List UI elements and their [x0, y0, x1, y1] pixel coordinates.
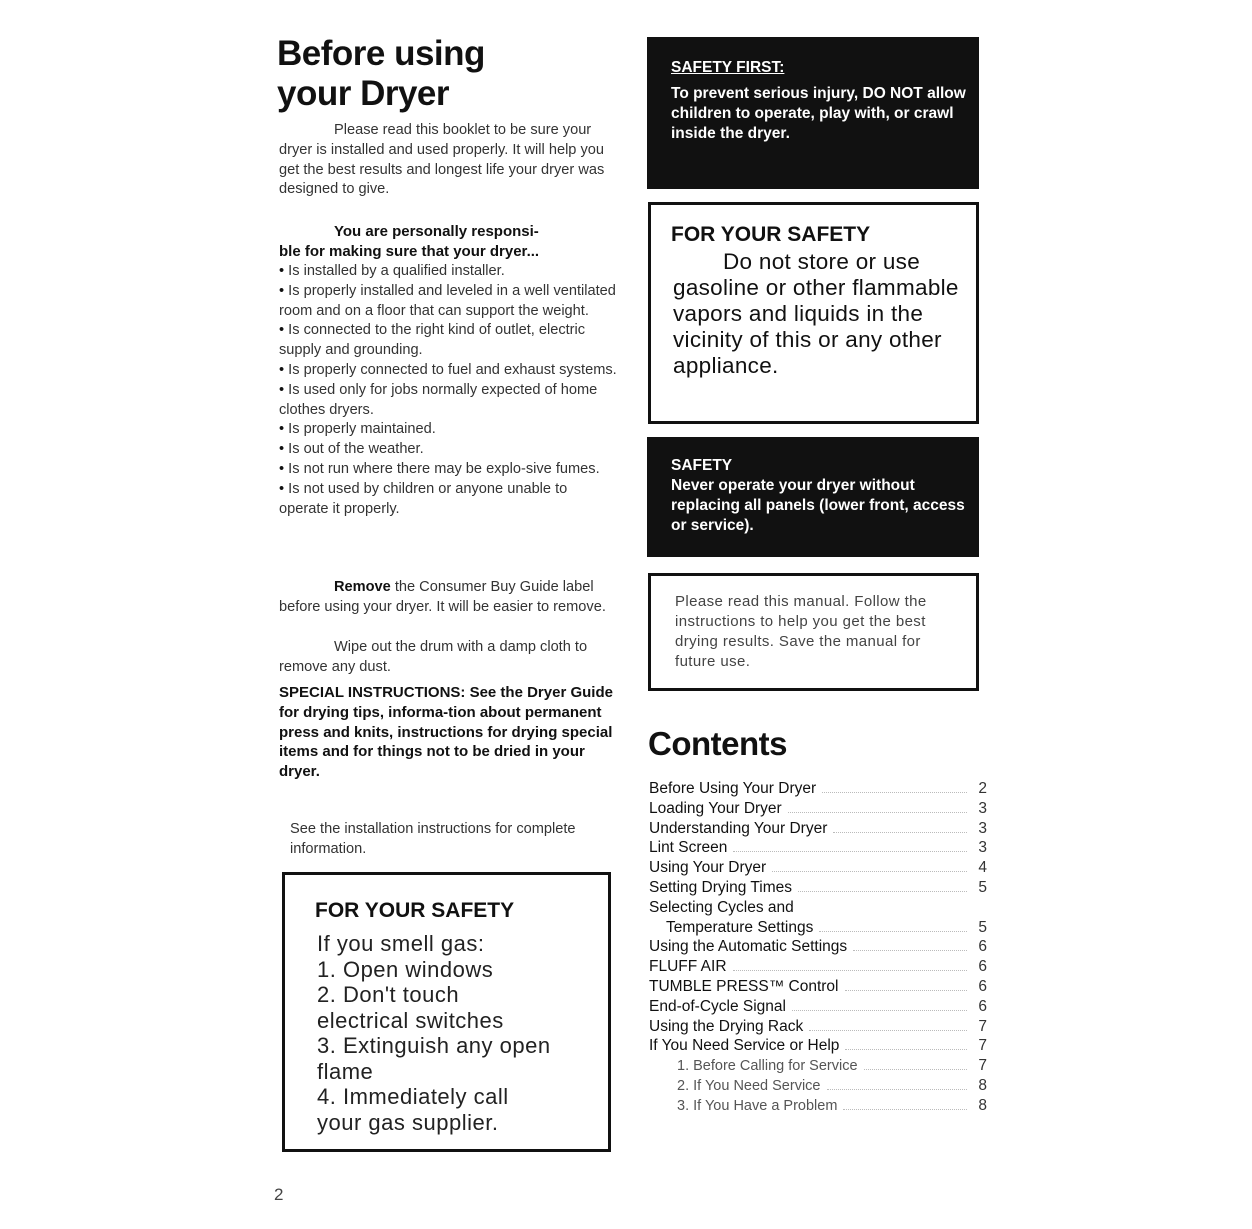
gas-line: 4. Immediately call [317, 1084, 509, 1109]
gas-line: electrical switches [317, 1007, 504, 1033]
toc-entry [649, 799, 987, 819]
gas-safety-text [317, 931, 607, 1135]
toc-leader [733, 959, 967, 971]
toc-page-number: 6 [978, 977, 987, 995]
requirements-list [279, 262, 619, 519]
safety-first-text: To prevent serious injury, DO NOT allow children to operate, play with, or crawl inside the dryer. [671, 85, 966, 142]
list-item: • Is properly connected to fuel and exhaust systems. [279, 361, 619, 381]
toc-entry [649, 819, 987, 839]
toc-leader [864, 1058, 967, 1070]
toc-entry [649, 779, 987, 799]
gas-safety-box [282, 872, 611, 1152]
toc-entry [649, 1056, 987, 1076]
toc-label: 3. If You Have a Problem [677, 1097, 838, 1114]
toc-page-number: 8 [978, 1076, 987, 1094]
toc-page-number: 3 [978, 799, 987, 817]
title-line-1: Before using [277, 34, 485, 73]
toc-entry [649, 957, 987, 977]
toc-label: TUMBLE PRESS™ Control [649, 977, 839, 995]
toc-page-number: 3 [978, 839, 987, 857]
toc-entry [649, 1036, 987, 1056]
panels-safety-text: Never operate your dryer without replacing all panels (lower front, access or service). [671, 477, 965, 534]
read-manual-text: Please read this manual. Follow the instructions to help you get the best drying results. Save the manual for future use. [675, 593, 927, 670]
gasoline-safety-box [648, 202, 979, 424]
toc-leader [845, 1038, 967, 1050]
gas-line: 3. Extinguish any open [317, 1033, 551, 1058]
toc-leader [819, 920, 967, 932]
toc-label: 2. If You Need Service [677, 1077, 821, 1094]
toc-entry [649, 858, 987, 878]
toc-label: Using Your Dryer [649, 859, 767, 877]
toc-page-number: 5 [978, 918, 987, 936]
gas-line: flame [317, 1058, 374, 1084]
toc-page-number: 6 [978, 997, 987, 1015]
toc-entry [649, 997, 987, 1017]
panels-safety-panel [647, 437, 979, 557]
title-line-2: your Dryer [277, 74, 450, 113]
list-item: • Is not used by children or anyone unable to operate it properly. [279, 480, 619, 520]
toc-entry [649, 937, 987, 957]
toc-label: 1. Before Calling for Service [677, 1058, 858, 1075]
toc-entry [649, 1076, 987, 1096]
page-number: 2 [274, 1185, 284, 1204]
list-item: • Is out of the weather. [279, 440, 619, 460]
toc-label: Using the Automatic Settings [649, 938, 848, 956]
toc-leader [822, 781, 967, 793]
gasoline-safety-text: Do not store or use gasoline or other flammable vapors and liquids in the vicinity of this or any other appliance. [673, 249, 959, 378]
toc-page-number: 7 [978, 1057, 987, 1075]
toc-page-number: 8 [978, 1096, 987, 1114]
gas-line: If you smell gas: [317, 931, 485, 956]
toc-entry [649, 878, 987, 898]
toc-label: Setting Drying Times [649, 878, 792, 896]
list-item: • Is connected to the right kind of outlet, electric supply and grounding. [279, 321, 619, 361]
responsibility-lead: You are personally responsi- [334, 223, 539, 240]
list-item: • Is used only for jobs normally expected of home clothes dryers. [279, 381, 619, 421]
toc-page-number: 7 [978, 1017, 987, 1035]
toc-leader [833, 821, 967, 833]
panels-safety-heading: SAFETY [671, 457, 733, 474]
toc-page-number: 4 [978, 859, 987, 877]
toc-entry [649, 838, 987, 858]
intro-paragraph: Please read this booklet to be sure your dryer is installed and used properly. It will help you get the best results and longest life your dryer was designed to give. [279, 122, 605, 198]
toc-label: Selecting Cycles and [649, 898, 794, 916]
toc-page-number: 5 [978, 878, 987, 896]
toc-leader [733, 840, 967, 852]
special-instructions: SPECIAL INSTRUCTIONS: See the Dryer Guide for drying tips, informa-tion about permanent press and knits, instructions for drying special items and for things not to be dried in your dryer. [279, 684, 613, 781]
toc-label: Loading Your Dryer [649, 799, 782, 817]
toc-entry [649, 898, 987, 918]
toc-label: End-of-Cycle Signal [649, 997, 786, 1015]
toc-entry [649, 977, 987, 997]
toc-page-number: 2 [978, 780, 987, 797]
toc-label: Understanding Your Dryer [649, 819, 828, 837]
gasoline-safety-heading: FOR YOUR SAFETY [671, 223, 871, 246]
toc-label: Temperature Settings [666, 918, 814, 936]
responsibility-rest: ble for making sure that your dryer... [279, 242, 540, 260]
toc-page-number: 3 [978, 819, 987, 837]
see-installation-note: See the installation instructions for complete information. [290, 821, 576, 857]
toc-page-number: 6 [978, 958, 987, 976]
list-item: • Is properly installed and leveled in a well ventilated room and on a floor that can support the weight. [279, 282, 619, 322]
toc-leader [792, 999, 967, 1011]
toc-label: Before Using Your Dryer [649, 780, 817, 797]
toc-entry [649, 1017, 987, 1037]
toc-leader [788, 801, 967, 813]
toc-leader [827, 1078, 968, 1090]
toc-label: Using the Drying Rack [649, 1017, 804, 1035]
gas-line: 2. Don't touch [317, 982, 460, 1007]
list-item: • Is properly maintained. [279, 420, 619, 440]
list-item: • Is not run where there may be explo-sive fumes. [279, 460, 619, 480]
safety-first-heading: SAFETY FIRST: [671, 59, 785, 76]
toc-label: If You Need Service or Help [649, 1037, 840, 1055]
page-title [277, 34, 617, 114]
toc-entry [649, 918, 987, 938]
toc-page-number: 7 [978, 1037, 987, 1055]
toc-leader [809, 1019, 967, 1031]
toc-page-number: 6 [978, 938, 987, 956]
wipe-drum-paragraph: Wipe out the drum with a damp cloth to remove any dust. [279, 639, 588, 675]
read-manual-box [648, 573, 979, 691]
toc-leader [798, 880, 967, 892]
remove-rest: the Consumer Buy Guide label before using your dryer. It will be easier to remove. [279, 579, 606, 615]
contents-heading: Contents [648, 725, 787, 762]
toc-label: Lint Screen [649, 839, 728, 857]
toc-entry [649, 1096, 987, 1116]
toc-leader [853, 939, 967, 951]
gas-safety-heading: FOR YOUR SAFETY [315, 899, 515, 922]
gas-line: 1. Open windows [317, 956, 494, 982]
gas-line: your gas supplier. [317, 1109, 499, 1135]
toc-leader [772, 860, 967, 872]
remove-label-paragraph [279, 578, 619, 618]
toc-leader [843, 1098, 967, 1110]
remove-bold: Remove [334, 579, 391, 595]
toc-leader [845, 979, 968, 991]
list-item: • Is installed by a qualified installer. [279, 262, 619, 282]
safety-first-panel [647, 37, 979, 189]
table-of-contents [649, 779, 987, 1116]
toc-label: FLUFF AIR [649, 958, 727, 976]
responsibility-heading [279, 222, 619, 262]
